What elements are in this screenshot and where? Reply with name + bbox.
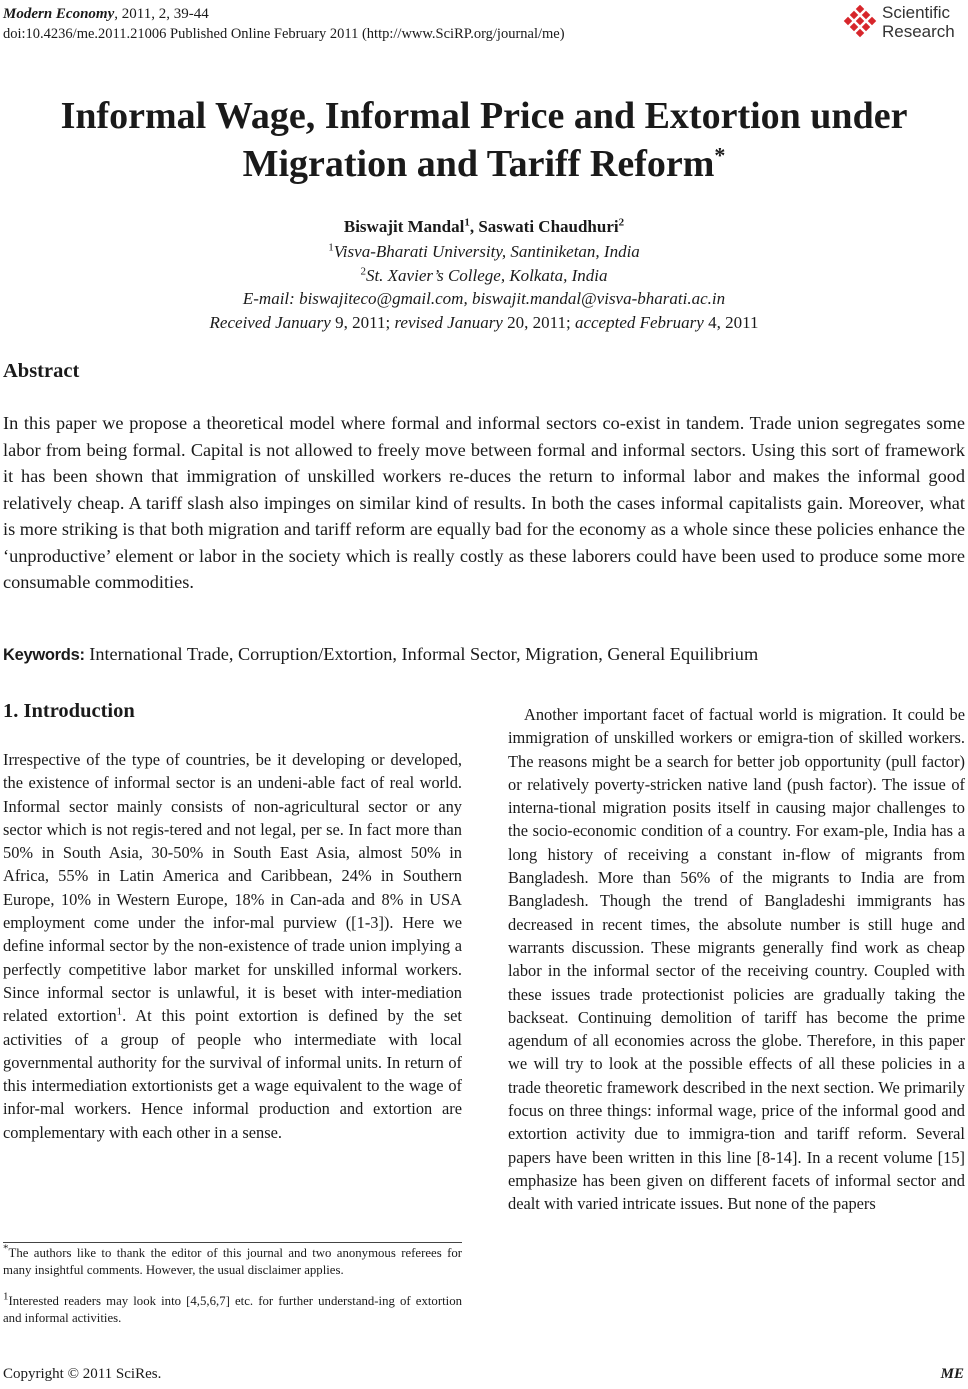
accepted-date: 4, 2011 <box>703 313 759 332</box>
footnote-star-mark: * <box>3 1242 9 1255</box>
footnote-1-text: Interested readers may look into [4,5,6,7] etc. for further understand-ing of extortion and informal activities. <box>3 1294 462 1325</box>
received-label: Received January <box>209 313 331 332</box>
email-addresses: : biswajiteco@gmail.com, biswajit.mandal@visva-bharati.ac.in <box>289 289 726 308</box>
scientific-research-diamond-logo-icon <box>842 5 878 41</box>
footnote-1 <box>3 1290 462 1326</box>
logo-word-scientific: Scientific <box>882 3 951 22</box>
affiliation-2-text: St. Xavier’s College, Kolkata, India <box>365 266 608 285</box>
volume-pages: , 2011, 2, 39-44 <box>114 6 209 22</box>
intro-left-text-b: . At this point extortion is defined by the set activities of a group of people who intermediate with local governmental authority for the survival of informal units. In return of this intermediation extortionists get a wage equivalent to the wage of infor-mal workers. Hence informal production and extortion are complementary with each other in a sense. <box>3 1006 462 1142</box>
email-line <box>0 288 968 310</box>
footnote-1-mark: 1 <box>3 1290 9 1303</box>
author-list <box>0 216 968 238</box>
abstract-text: In this paper we propose a theoretical model where formal and informal sectors co-exist in tandem. Trade union segregates some labor from being formal. Capital is not allowed to freely move between formal and informal sectors. Using this sort of framework it has been shown that immigration of unskilled workers re-duces the return to informal labor and makes the informal good relatively cheap. A tariff slash also impinges on similar kind of results. In both the cases informal capitalists gain. Moreover, what is more striking is that both migration and tariff reform are equally bad for the economy as a whole since these policies enhance the ‘unproductive’ element or labor in the society which is really costly as these laborers could have been used to produce some more consumable commodities. <box>3 413 965 592</box>
affiliation-1-text: Visva-Bharati University, Santiniketan, India <box>333 242 640 261</box>
author-separator: , <box>469 217 479 236</box>
intro-right-column: Another important facet of factual world is migration. It could be immigration of unskilled workers or emigra-tion of skilled workers. The reasons might be a search for better job opportunity (pull factor) or relatively poverty-stricken native land (push factor). The issue of interna-tional migration posits itself in causing major challenges to the socio-economic condition of a country. For exam-ple, India has a long history of receiving a constant in-flow of migrants from Bangladesh. More than 56% of the migrants to India are from Bangladesh. Though the trend of Bangladeshi immigrants has decreased in recent times, the absolute number is still huge and warrants discussion. These migrants generally find work as cheap labor in the informal sector of the receiving country. Coupled with these issues trade protectionist policies are gradually taking the backseat. Continuing demolition of tariff has become the prime agendum of all economies across the globe. Therefore, in this paper we will try to look at the possible effects of all these policies in a trade theoretic framework described in the next section. We primarily focus on three things: informal wage, price of the informal good and extortion activity due to immigra-tion and tariff reform. Several papers have been written in this line [8-14]. In a recent volume [15] emphasize has been given on different facets of informal sector and dealt with varied intricate issues. But none of the papers <box>508 705 965 1214</box>
section-heading-introduction: 1. Introduction <box>3 700 135 722</box>
affiliation-2-mark: 2 <box>360 265 366 278</box>
publisher-logo <box>842 2 964 44</box>
intro-left-column <box>3 748 462 1144</box>
email-label: E-mail <box>242 289 290 308</box>
affiliation-1 <box>0 241 968 263</box>
footnote-star <box>3 1242 462 1278</box>
title-line-2 <box>0 140 968 188</box>
abstract-heading: Abstract <box>3 360 80 382</box>
journal-citation <box>3 4 565 24</box>
keywords <box>3 642 965 667</box>
affiliation-2 <box>0 265 968 287</box>
paper-title <box>0 92 968 188</box>
author-2-affil: 2 <box>618 216 625 229</box>
title-line-2-text: Migration and Tariff Reform <box>242 143 715 185</box>
footnote-star-text: The authors like to thank the editor of this journal and two anonymous referees for many insightful comments. However, the usual disclaimer applies. <box>3 1246 462 1277</box>
keywords-label: Keywords: <box>3 646 85 664</box>
journal-abbreviation: ME <box>940 1366 964 1382</box>
title-footnote-marker: * <box>714 142 726 168</box>
accepted-label: accepted February <box>574 313 704 332</box>
author-1: Biswajit Mandal <box>343 217 465 236</box>
journal-name: Modern Economy <box>3 6 115 22</box>
copyright-footer: Copyright © 2011 SciRes. <box>3 1366 162 1382</box>
logo-word-research: Research <box>882 22 955 41</box>
footnote-divider <box>3 1242 462 1243</box>
author-1-affil: 1 <box>464 216 470 229</box>
keywords-text: International Trade, Corruption/Extortion, Informal Sector, Migration, General Equilibrium <box>84 644 759 664</box>
revised-date: 20, 2011; <box>502 313 575 332</box>
doi-line: doi:10.4236/me.2011.21006 Published Online February 2011 (http://www.SciRP.org/journal/me) <box>3 26 565 42</box>
revised-label: revised January <box>394 313 503 332</box>
footnote-ref-1: 1 <box>116 1005 123 1018</box>
affiliation-1-mark: 1 <box>328 241 334 254</box>
dates-line <box>0 312 968 334</box>
intro-left-text-a: Irrespective of the type of countries, be it developing or developed, the existence of informal sector is an undeni-able fact of real world. Informal sector mainly consists of non-agricultural sector or any sector which is not regis-tered and not legal, per se. In fact more than 50% in South Asia, 30-50% in South East Asia, almost 50% in Africa, 55% in Latin America and Caribbean, 24% in Southern Europe, 10% in Western Europe, 18% in Can-ada and 8% in USA employment come under the infor-mal purview ([1-3]). Here we define informal sector by the non-existence of trade union implying a perfectly competitive labor market for unskilled informal workers. Since informal sector is unlawful, it is beset with inter-mediation related extortion <box>3 750 462 1026</box>
title-line-1: Informal Wage, Informal Price and Extortion under <box>60 95 908 137</box>
received-date: 9, 2011; <box>330 313 395 332</box>
running-header <box>3 4 565 44</box>
author-2: Saswati Chaudhuri <box>478 217 619 236</box>
